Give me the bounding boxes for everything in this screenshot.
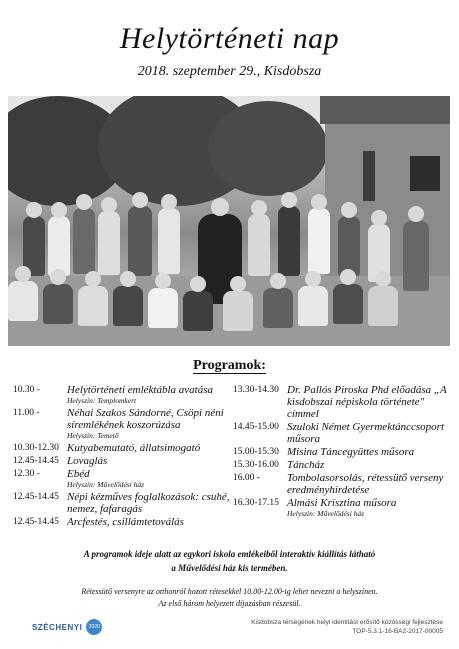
program-title: Kutyabemutató, állatsimogató — [67, 442, 201, 454]
program-item — [233, 446, 455, 458]
program-time: 12.45-14.45 — [13, 492, 59, 502]
program-title: Lovaglás — [67, 455, 108, 467]
programs-heading: Programok: — [193, 358, 266, 373]
program-title: Szuloki Német Gyermektánccsoport műsora — [287, 421, 445, 445]
project-name: Kisdobsza térségének helyi identitást erősítő közösségi fejlesztése — [251, 619, 443, 626]
program-item — [13, 468, 238, 490]
program-time: 12.45-14.45 — [13, 456, 59, 466]
program-item — [13, 407, 238, 441]
program-item — [13, 491, 238, 515]
program-item — [13, 442, 238, 454]
project-code: TOP-5.3.1-16-BA2-2017-00005 — [352, 628, 443, 635]
program-item — [13, 516, 238, 528]
logo-word: SZÉCHENYI — [32, 622, 83, 632]
historical-class-photo — [8, 96, 450, 346]
exhibition-note-line: a Művelődési ház kis termében. — [171, 563, 288, 573]
program-title: Helytörténeti emléktábla avatása — [67, 384, 214, 396]
program-title: Néhai Szakos Sándorné, Csöpi néni síremlékének koszorúzása — [67, 407, 224, 431]
contest-info-line: Az első három helyezett díjazásban részesül. — [158, 599, 301, 608]
program-item — [13, 455, 238, 467]
program-time: 11.00 - — [13, 408, 40, 418]
contest-info — [0, 586, 459, 610]
program-location: Helyszín: Művelődési ház — [287, 509, 365, 518]
exhibition-note — [0, 547, 459, 575]
logo-badge-icon: 2020 — [86, 619, 102, 635]
program-time: 12.45-14.45 — [13, 517, 59, 527]
program-list-left — [13, 384, 238, 529]
program-time: 15.30-16.00 — [233, 460, 279, 470]
event-date: 2018. szeptember 29., Kisdobsza — [137, 64, 322, 79]
program-title: Ebéd — [67, 468, 90, 480]
program-title: Almási Krisztina műsora — [287, 497, 397, 509]
program-location: Helyszín: Temető — [67, 431, 119, 440]
program-time: 10.30 - — [13, 385, 40, 395]
program-title: Tombolasorsolás, rétessütő verseny eredményhirdetése — [287, 472, 444, 496]
program-item — [233, 384, 455, 420]
program-title: Misina Táncegyüttes műsora — [287, 446, 415, 458]
program-title: Dr. Pallós Piroska Phd előadása „A kisdobszai népiskola története" címmel — [287, 384, 447, 420]
program-item — [13, 384, 238, 406]
program-time: 14.45-15.00 — [233, 422, 279, 432]
program-time: 15.00-15.30 — [233, 447, 279, 457]
page-title: Helytörténeti nap — [119, 22, 340, 55]
program-time: 16.30-17.15 — [233, 498, 279, 508]
program-list-right — [233, 384, 455, 520]
program-location: Helyszín: Művelődési ház — [67, 480, 145, 489]
project-footer — [251, 618, 443, 636]
program-time: 16.00 - — [233, 473, 260, 483]
program-item — [233, 459, 455, 471]
program-title: Arcfestés, csillámtetoválás — [67, 516, 184, 528]
contest-info-line: Rétessütő versenyre az otthonról hozott rétesekkel 10.00-12.00-ig lehet nevezni a helyszínen. — [81, 587, 378, 596]
program-time: 13.30-14.30 — [233, 385, 279, 395]
program-title: Népi kézműves foglalkozások: csuhé, nemez, fafaragás — [67, 491, 230, 515]
program-item — [233, 472, 455, 496]
program-location: Helyszín: Templomkert — [67, 396, 137, 405]
exhibition-note-line: A programok ideje alatt az egykori iskola emlékeiből interaktív kiállítás látható — [83, 549, 376, 559]
program-time: 12.30 - — [13, 469, 40, 479]
program-item — [233, 421, 455, 445]
szechenyi-logo — [32, 618, 102, 636]
program-title: Táncház — [287, 459, 325, 471]
program-item — [233, 497, 455, 519]
program-time: 10.30-12.30 — [13, 443, 59, 453]
